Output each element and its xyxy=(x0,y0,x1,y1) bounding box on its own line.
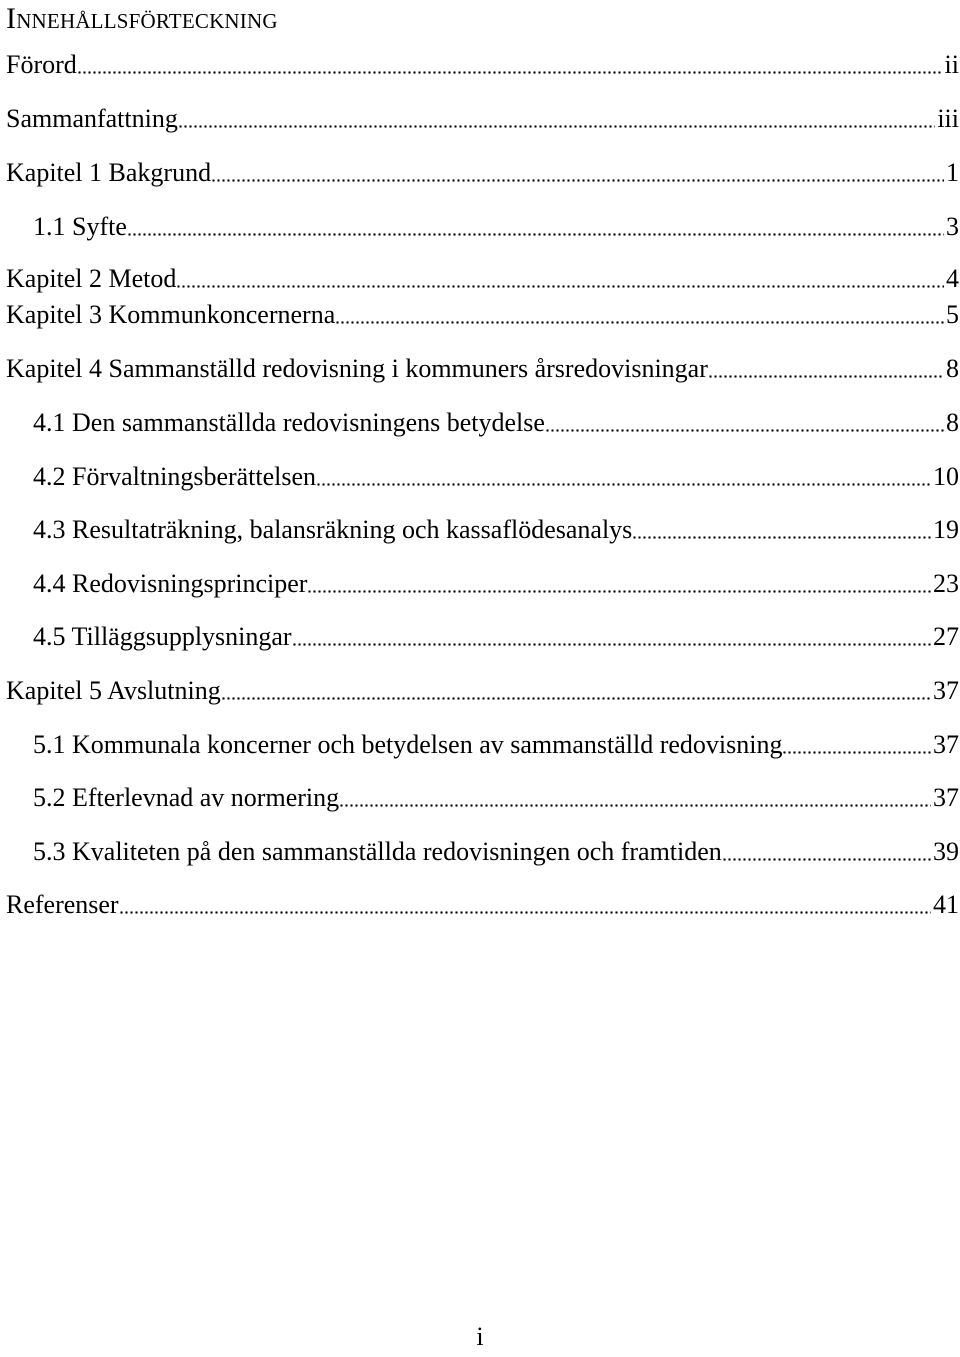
toc-entry-label: 4.3 Resultaträkning, balansräkning och kassaflödesanalys xyxy=(33,515,633,544)
toc-entry-page: 4 xyxy=(946,264,959,293)
toc-entry-page: 27 xyxy=(933,622,959,651)
toc-entry-4-5[interactable] xyxy=(33,620,959,654)
toc-entry-label: Kapitel 5 Avslutning xyxy=(6,676,221,705)
dot-leader xyxy=(127,213,944,237)
dot-leader xyxy=(316,463,931,487)
toc-entry-label: 5.3 Kvaliteten på den sammanställda redovisningen och framtiden xyxy=(33,837,722,866)
toc-entry-1-1[interactable] xyxy=(33,210,959,244)
page-number: i xyxy=(476,1322,484,1351)
toc-entry-kapitel-4[interactable] xyxy=(6,352,959,386)
toc-entry-label: Förord xyxy=(6,50,77,79)
toc-entry-label: Kapitel 1 Bakgrund xyxy=(6,158,212,187)
toc-entry-page: 3 xyxy=(946,212,959,241)
toc-entry-5-2[interactable] xyxy=(33,781,959,815)
dot-leader xyxy=(708,355,944,379)
dot-leader xyxy=(307,570,931,594)
toc-entry-page: iii xyxy=(937,104,959,133)
toc-entry-4-2[interactable] xyxy=(33,460,959,494)
dot-leader xyxy=(292,623,931,647)
toc-entry-page: 1 xyxy=(946,158,959,187)
dot-leader xyxy=(176,265,944,289)
toc-entry-page: 8 xyxy=(946,408,959,437)
toc-entry-5-3[interactable] xyxy=(33,835,959,869)
toc-entry-4-1[interactable] xyxy=(33,406,959,440)
toc-entry-label: 1.1 Syfte xyxy=(33,212,127,241)
toc-entry-label: 4.1 Den sammanställda redovisningens betydelse xyxy=(33,408,545,437)
toc-entry-sammanfattning[interactable] xyxy=(6,102,959,136)
toc-heading: Innehållsförteckning xyxy=(6,2,278,35)
toc-entry-label: 5.1 Kommunala koncerner och betydelsen av sammanställd redovisning xyxy=(33,730,783,759)
toc-entry-kapitel-2[interactable] xyxy=(6,262,959,296)
toc-entry-page: 37 xyxy=(933,676,959,705)
toc-entry-page: 10 xyxy=(933,462,959,491)
dot-leader xyxy=(632,516,931,540)
toc-entry-page: 19 xyxy=(933,515,959,544)
dot-leader xyxy=(178,105,935,129)
toc-entry-4-4[interactable] xyxy=(33,567,959,601)
toc-entry-forord[interactable] xyxy=(6,48,959,82)
toc-entry-page: 39 xyxy=(933,837,959,866)
dot-leader xyxy=(221,677,931,701)
toc-entry-label: 4.5 Tilläggsupplysningar xyxy=(33,622,292,651)
toc-entry-label: Kapitel 2 Metod xyxy=(6,264,177,293)
toc-entry-kapitel-3[interactable] xyxy=(6,298,959,332)
toc-entry-page: 8 xyxy=(946,354,959,383)
toc-entry-page: 23 xyxy=(933,569,959,598)
toc-entry-label: 4.2 Förvaltningsberättelsen xyxy=(33,462,317,491)
toc-entry-label: 4.4 Redovisningsprinciper xyxy=(33,569,308,598)
dot-leader xyxy=(335,301,944,325)
toc-entry-label: Kapitel 3 Kommunkoncernerna xyxy=(6,300,336,329)
toc-entry-kapitel-1[interactable] xyxy=(6,156,959,190)
toc-entry-label: Kapitel 4 Sammanställd redovisning i kommuners årsredovisningar xyxy=(6,354,708,383)
toc-entry-page: 41 xyxy=(933,890,959,919)
toc-entry-label: 5.2 Efterlevnad av normering xyxy=(33,783,340,812)
toc-entry-page: 37 xyxy=(933,783,959,812)
dot-leader xyxy=(545,409,944,433)
toc-entry-label: Sammanfattning xyxy=(6,104,178,133)
dot-leader xyxy=(77,51,943,75)
toc-entry-label: Referenser xyxy=(6,890,119,919)
toc-entry-page: 5 xyxy=(946,300,959,329)
dot-leader xyxy=(782,731,931,755)
dot-leader xyxy=(339,784,931,808)
dot-leader xyxy=(211,159,944,183)
toc-entry-5-1[interactable] xyxy=(33,728,959,762)
toc-entry-page: 37 xyxy=(933,730,959,759)
toc-entry-kapitel-5[interactable] xyxy=(6,674,959,708)
dot-leader xyxy=(722,838,931,862)
toc-entry-page: ii xyxy=(944,50,959,79)
toc-entry-4-3[interactable] xyxy=(33,513,959,547)
toc-entry-referenser[interactable] xyxy=(6,888,959,922)
dot-leader xyxy=(119,891,931,915)
